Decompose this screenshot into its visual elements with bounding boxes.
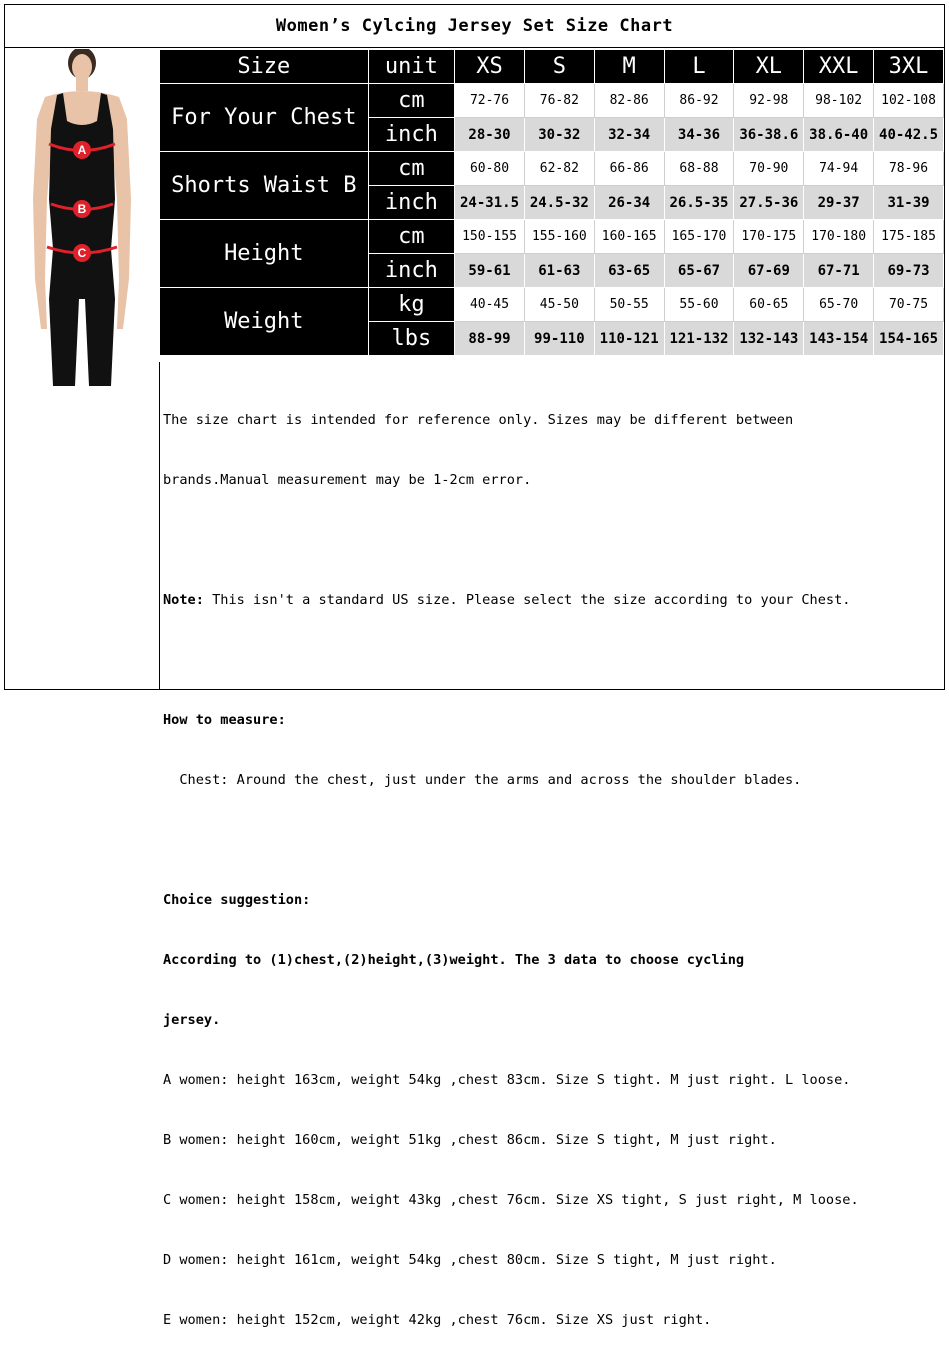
size-header: Size	[160, 50, 369, 84]
table-row	[160, 84, 944, 118]
value-cell: 132-143	[734, 322, 804, 356]
size-table	[159, 49, 944, 356]
value-cell: 68-88	[664, 152, 734, 186]
how-to-measure-text: Chest: Around the chest, just under the arms and across the shoulder blades.	[163, 772, 802, 788]
value-cell: 78-96	[874, 152, 944, 186]
value-cell: 175-185	[874, 220, 944, 254]
value-cell: 170-175	[734, 220, 804, 254]
value-cell: 26-34	[594, 186, 664, 220]
value-cell: 24-31.5	[455, 186, 525, 220]
value-cell: 165-170	[664, 220, 734, 254]
value-cell: 28-30	[455, 118, 525, 152]
example-c: C women: height 158cm, weight 43kg ,chest 76cm. Size XS tight, S just right, M loose.	[163, 1192, 859, 1208]
size-column-header: XS	[455, 50, 525, 84]
unit-cell: inch	[368, 118, 454, 152]
value-cell: 65-70	[804, 288, 874, 322]
value-cell: 27.5-36	[734, 186, 804, 220]
value-cell: 70-90	[734, 152, 804, 186]
value-cell: 98-102	[804, 84, 874, 118]
marker-c-label: C	[77, 246, 87, 260]
size-column-header: 3XL	[874, 50, 944, 84]
unit-cell: kg	[368, 288, 454, 322]
value-cell: 24.5-32	[524, 186, 594, 220]
unit-cell: inch	[368, 186, 454, 220]
example-a: A women: height 163cm, weight 54kg ,chest 83cm. Size S tight. M just right. L loose.	[163, 1072, 851, 1088]
size-column-header: L	[664, 50, 734, 84]
note-text: This isn't a standard US size. Please select the size according to your Chest.	[203, 592, 851, 608]
measurement-label: Shorts Waist B	[160, 152, 369, 220]
value-cell: 50-55	[594, 288, 664, 322]
value-cell: 61-63	[524, 254, 594, 288]
value-cell: 32-34	[594, 118, 664, 152]
value-cell: 143-154	[804, 322, 874, 356]
neck-shape	[76, 77, 88, 91]
value-cell: 170-180	[804, 220, 874, 254]
unit-cell: cm	[368, 84, 454, 118]
size-column-header: XL	[734, 50, 804, 84]
value-cell: 34-36	[664, 118, 734, 152]
value-cell: 150-155	[455, 220, 525, 254]
how-to-measure-heading: How to measure:	[163, 712, 286, 728]
value-cell: 72-76	[455, 84, 525, 118]
size-column-header: S	[524, 50, 594, 84]
value-cell: 67-71	[804, 254, 874, 288]
unit-cell: cm	[368, 220, 454, 254]
value-cell: 66-86	[594, 152, 664, 186]
value-cell: 160-165	[594, 220, 664, 254]
example-b: B women: height 160cm, weight 51kg ,chest 86cm. Size S tight, M just right.	[163, 1132, 777, 1148]
value-cell: 60-80	[455, 152, 525, 186]
choice-line-2: jersey.	[163, 1012, 221, 1028]
value-cell: 76-82	[524, 84, 594, 118]
value-cell: 38.6-40	[804, 118, 874, 152]
model-figure	[5, 49, 159, 386]
value-cell: 40-42.5	[874, 118, 944, 152]
page-title: Women’s Cylcing Jersey Set Size Chart	[5, 5, 944, 48]
value-cell: 82-86	[594, 84, 664, 118]
unit-cell: lbs	[368, 322, 454, 356]
value-cell: 31-39	[874, 186, 944, 220]
notes-section	[159, 362, 944, 1328]
measurement-label: Height	[160, 220, 369, 288]
unit-cell: cm	[368, 152, 454, 186]
table-row	[160, 288, 944, 322]
value-cell: 110-121	[594, 322, 664, 356]
value-cell: 26.5-35	[664, 186, 734, 220]
bodysuit-shape	[49, 93, 115, 386]
table-row	[160, 152, 944, 186]
value-cell: 99-110	[524, 322, 594, 356]
value-cell: 60-65	[734, 288, 804, 322]
model-illustration	[5, 49, 159, 386]
value-cell: 154-165	[874, 322, 944, 356]
disclaimer-line-2: brands.Manual measurement may be 1-2cm error.	[163, 472, 532, 488]
value-cell: 30-32	[524, 118, 594, 152]
note-line	[163, 590, 944, 610]
value-cell: 121-132	[664, 322, 734, 356]
value-cell: 92-98	[734, 84, 804, 118]
marker-b-label: B	[77, 202, 87, 216]
value-cell: 45-50	[524, 288, 594, 322]
disclaimer-line-1: The size chart is intended for reference only. Sizes may be different between	[163, 412, 794, 428]
marker-a-label: A	[77, 143, 87, 157]
value-cell: 36-38.6	[734, 118, 804, 152]
value-cell: 70-75	[874, 288, 944, 322]
value-cell: 88-99	[455, 322, 525, 356]
value-cell: 155-160	[524, 220, 594, 254]
face-shape	[72, 54, 92, 80]
example-d: D women: height 161cm, weight 54kg ,chest 80cm. Size S tight, M just right.	[163, 1252, 777, 1268]
choice-line-1: According to (1)chest,(2)height,(3)weight. The 3 data to choose cycling	[163, 952, 745, 968]
value-cell: 65-67	[664, 254, 734, 288]
value-cell: 69-73	[874, 254, 944, 288]
example-e: E women: height 152cm, weight 42kg ,chest 76cm. Size XS just right.	[163, 1312, 712, 1328]
choice-heading: Choice suggestion:	[163, 892, 311, 908]
value-cell: 55-60	[664, 288, 734, 322]
size-chart-frame	[4, 4, 945, 1328]
value-cell: 67-69	[734, 254, 804, 288]
size-column-header: M	[594, 50, 664, 84]
value-cell: 62-82	[524, 152, 594, 186]
measurement-label: For Your Chest	[160, 84, 369, 152]
value-cell: 102-108	[874, 84, 944, 118]
value-cell: 29-37	[804, 186, 874, 220]
size-column-header: XXL	[804, 50, 874, 84]
table-row	[160, 220, 944, 254]
value-cell: 74-94	[804, 152, 874, 186]
note-label: Note:	[163, 592, 204, 608]
unit-header: unit	[368, 50, 454, 84]
table-header-row	[160, 50, 944, 84]
value-cell: 86-92	[664, 84, 734, 118]
value-cell: 40-45	[455, 288, 525, 322]
unit-cell: inch	[368, 254, 454, 288]
value-cell: 59-61	[455, 254, 525, 288]
measurement-label: Weight	[160, 288, 369, 356]
value-cell: 63-65	[594, 254, 664, 288]
